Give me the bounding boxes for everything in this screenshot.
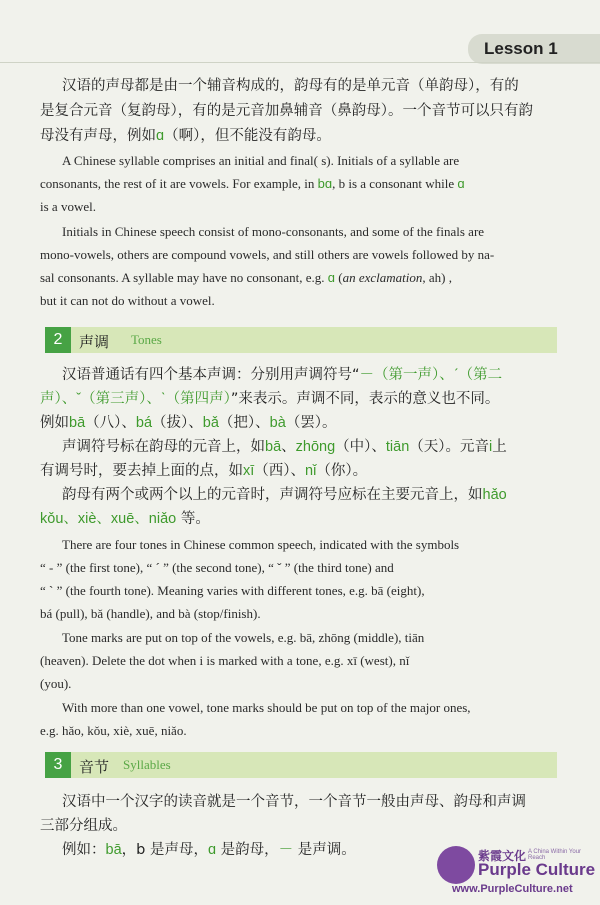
syllables-line-1: 汉语中一个汉字的读音就是一个音节，一个音节一般由声母、韵母和声调	[62, 794, 526, 810]
tones-p2-example-pinyin: bā	[265, 439, 282, 455]
tones-p2-example-pinyin: i	[489, 439, 493, 455]
section-syllables-number: 3	[45, 752, 71, 778]
section-tones-en-title: Tones	[131, 332, 162, 347]
intro-en-p2-line-2: mono-vowels, others are compound vowels, and still others are vowels followed by na-	[40, 247, 495, 262]
watermark-name: Purple Culture	[478, 860, 596, 879]
intro-zh-line-3	[40, 129, 331, 144]
lesson-label: Lesson 1	[468, 34, 600, 64]
intro-en-p2-line-3: sal consonants. A syllable may have no consonant, e.g. ɑ (an exclamation, ah) ,	[40, 270, 452, 285]
tones-p2-example-pinyin: zhōng	[295, 439, 336, 455]
tones-zh-p2-line-2	[40, 464, 367, 479]
intro-en-p2-line-1: Initials in Chinese speech consist of mono-consonants, and some of the finals are	[62, 224, 485, 239]
intro-en-p2-pinyin: ɑ	[327, 270, 335, 285]
intro-en-example-pinyin-2: ɑ	[457, 176, 465, 191]
header-rule	[0, 62, 600, 63]
tones-zh-p1-line-3-lead: 例如	[40, 415, 69, 431]
tones-zh-p1-marks-2: 声）、ˇ（第三声）、ˋ（第四声）	[40, 391, 231, 407]
syllables-line-3-mid: ，b 是声母，	[121, 842, 208, 858]
tones-en-line-3: “ ˋ ” (the fourth tone). Meaning varies with different tones, e.g. bā (eight),	[40, 583, 425, 598]
intro-en-example-pinyin: bɑ	[317, 176, 333, 191]
tones-example-zh: （八）、	[85, 415, 136, 431]
tones-en-line-1: There are four tones in Chinese common speech, indicated with the symbols	[62, 537, 460, 552]
syllables-example-pinyin: bā	[105, 842, 122, 858]
tones-example-zh: （把）、	[218, 415, 270, 431]
tones-zh-p1-line-1	[62, 368, 502, 383]
tones-zh-p3-line-1	[62, 488, 507, 503]
tones-zh-p3-pinyin: hǎo	[482, 487, 507, 503]
tones-zh-p2-line-1	[62, 440, 507, 455]
intro-zh-line-3-text: 母没有声母，例如	[40, 128, 156, 144]
intro-zh-example-pinyin: ɑ	[156, 128, 165, 144]
watermark-url: www.PurpleCulture.net	[452, 883, 573, 895]
intro-en-line-1: A Chinese syllable comprises an initial and final( s). Initials of a syllable are	[62, 153, 460, 168]
section-syllables-en-title: Syllables	[123, 757, 171, 772]
tones-zh-p2-line-1-lead: 声调符号标在韵母的元音上，如	[62, 439, 265, 455]
section-tones-header	[45, 327, 557, 353]
tones-zh-p1-line-3	[40, 416, 337, 431]
tones-example-zh: （拔）、	[152, 415, 203, 431]
tones-en-line-6: (heaven). Delete the dot when i is marked with a tone, e.g. xī (west), nǐ	[40, 653, 410, 668]
intro-en-p2-line-4: but it can not do without a vowel.	[40, 293, 215, 308]
section-syllables-zh-title: 音节	[79, 758, 110, 776]
tones-example-pinyin: bǎ	[202, 415, 219, 431]
tones-zh-p3-pinyin-list: kǒu、xiè、xuē、niǎo	[40, 511, 177, 527]
tones-zh-p3-line-2	[40, 512, 210, 527]
tones-zh-p1-line-2	[40, 392, 499, 407]
tones-p2-example-zh: 上	[492, 439, 507, 455]
tones-p2-example2-zh: （西）、	[254, 463, 306, 479]
tones-example-pinyin: bá	[135, 415, 153, 431]
intro-zh-line-3-tail: （啊），但不能没有韵母。	[164, 128, 331, 144]
tones-en-line-5: Tone marks are put on top of the vowels, e.g. bā, zhōng (middle), tiān	[62, 630, 425, 645]
intro-zh-line-1: 汉语的声母都是由一个辅音构成的，韵母有的是单元音（单韵母），有的	[62, 78, 519, 94]
tones-p2-example2-pinyin: nǐ	[305, 463, 317, 479]
syllables-example-tone: －	[278, 842, 294, 858]
tones-en-line-9: e.g. hǎo, kǒu, xiè, xuē, niǎo.	[40, 723, 187, 738]
tones-en-line-8: With more than one vowel, tone marks should be put on top of the major ones,	[62, 700, 471, 715]
tones-example-pinyin: bā	[69, 415, 86, 431]
tones-example-zh: （罢）。	[285, 415, 337, 431]
intro-zh-line-2: 是复合元音（复韵母），有的是元音加鼻辅音（鼻韵母）。一个音节可以只有韵	[40, 103, 533, 119]
intro-en-p2-italic: an exclamation	[342, 270, 423, 285]
tones-zh-p1-line-2-text: ”来表示。声调不同，表示的意义也不同。	[230, 391, 500, 407]
tones-zh-p3-line-1-text: 韵母有两个或两个以上的元音时，声调符号应标在主要元音上，如	[62, 487, 483, 503]
tones-p2-example-zh: 、	[281, 439, 296, 455]
intro-en-line-3: is a vowel.	[40, 199, 96, 214]
intro-en-p2-line-3-text: sal consonants. A syllable may have no consonant, e.g.	[40, 270, 325, 285]
tones-zh-p1-marks-1: －（第一声）、ˊ（第二	[359, 367, 503, 383]
tones-p2-example-pinyin: tiān	[385, 439, 410, 455]
tones-p2-example-zh: （中）、	[335, 439, 386, 455]
tones-en-line-2: “ - ” (the first tone), “ ˊ ” (the second tone), “ ˇ ” (the third tone) and	[40, 560, 394, 575]
tones-p2-example-zh: （天）。元音	[409, 439, 490, 455]
tones-en-line-7: (you).	[40, 676, 72, 691]
syllables-line-3-mid2: 是韵母，	[216, 842, 279, 858]
intro-en-line-2	[40, 176, 465, 192]
tones-zh-p2-line-2-lead: 有调号时，要去掉上面的点，如	[40, 463, 243, 479]
intro-en-line-2-text: consonants, the rest of it are vowels. For example, in	[40, 176, 315, 191]
syllables-line-3-tail: 是声调。	[293, 842, 356, 858]
syllables-line-3-lead: 例如：	[62, 842, 106, 858]
syllables-line-3	[62, 843, 356, 858]
tones-p2-example2-pinyin: xī	[243, 463, 255, 479]
section-tones-zh-title: 声调	[79, 333, 110, 351]
tones-example-pinyin: bà	[269, 415, 286, 431]
tones-zh-p1-line-1-text: 汉语普通话有四个基本声调：分别用声调符号“	[62, 367, 360, 383]
purple-culture-logo-icon	[437, 846, 475, 884]
syllables-example-final: ɑ	[207, 842, 217, 858]
watermark-tagline: A China Within Your Reach	[528, 849, 582, 861]
tones-en-line-4: bá (pull), bǎ (handle), and bà (stop/finish).	[40, 606, 261, 621]
intro-en-p2-tail: , ah) ,	[422, 270, 452, 285]
section-syllables-header	[45, 752, 557, 778]
syllables-line-2: 三部分组成。	[40, 818, 127, 834]
intro-en-line-2-mid: , b is a consonant while	[332, 176, 455, 191]
tones-p2-example2-zh: （你）。	[316, 463, 368, 479]
tones-zh-p3-line-2-tail: 等。	[180, 511, 210, 527]
section-tones-number: 2	[45, 327, 71, 353]
watermark-cn: 紫霞文化	[478, 849, 527, 863]
